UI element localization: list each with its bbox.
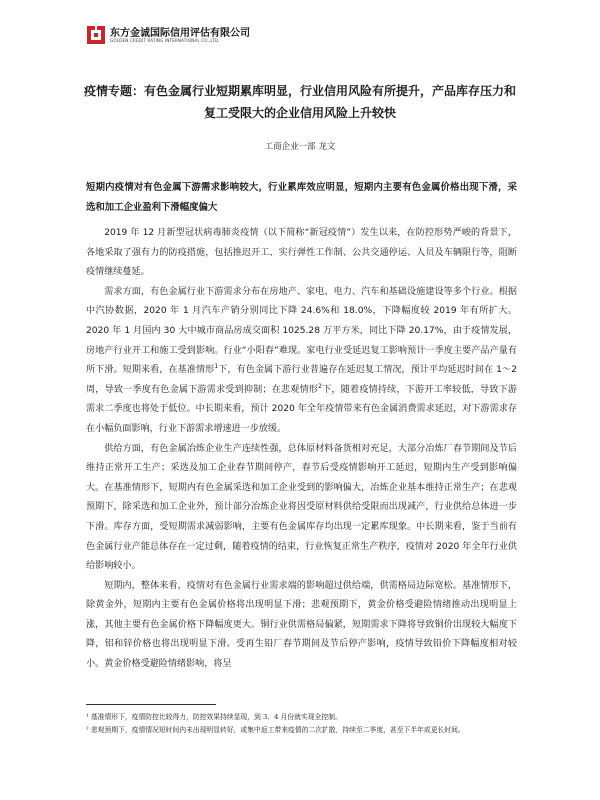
brand-name-en: GOLDEN CREDIT RATING INTERNATIONAL CO.,LTD. xyxy=(110,38,220,43)
paragraph-background: 2019 年 12 月新型冠状病毒肺炎疫情（以下简称“新冠疫情”）发生以来，在防控形势严峻的背景下，各地采取了强有力的防疫措施，包括推迟开工、实行弹性工作制、公共交通停运、人员及车辆限行等，阻断疫情继续蔓延。 xyxy=(86,228,517,278)
summary-heading: 短期内疫情对有色金属下游需求影响较大，行业累库效应明显，短期内主要有色金属价格出现下滑，采选和加工企业盈利下滑幅度偏大 xyxy=(86,182,517,213)
footnote-ref-2[interactable]: 2 xyxy=(318,382,322,390)
footnotes xyxy=(86,711,517,737)
footnote-2: ² 悲观预期下，疫情情况短时间内未出现明显转好，或集中返工带来疫情的二次扩散，持续至二季度，甚至下半年或更长时间。 xyxy=(86,726,465,734)
paragraph-supply: 供给方面，有色金属冶炼企业生产连续性强，总体原材料备货相对充足，大部分冶炼厂春节期间及节后维持正常开工生产；采选及加工企业春节期间停产，春节后受疫情影响开工延迟，短期内生产受到影响偏大。在基准情形下，短期内有色金属采选和加工企业受到的影响偏大，冶炼企业基本维持正常生产；在悲观预期下，除采选和加工企业外，预计部分冶炼企业将因受原材料供给受限而出现减产，行业供给总体进一步下滑。库存方面，受短期需求减弱影响，主要有色金属库存均出现一定累库现象。中长期来看，鉴于当前有色金属行业产能总体存在一定过剩，随着疫情的结束，行业恢复正常生产秩序，疫情对 2020 年全年行业供给影响较小。 xyxy=(86,443,517,572)
report-author: 工商企业一部 龙文 xyxy=(264,142,336,152)
paragraph-demand-text-3: 下，随着疫情持续，下游开工率较低，导致下游需求二季度也将处于低位。中长期来看，预计 2020 年全年疫情带来有色金属消费需求延迟，对下游需求存在小幅负面影响，行业下游需求增速进一步放缓。 xyxy=(86,384,517,434)
paragraph-demand-text: 需求方面，有色金属行业下游需求分布在房地产、家电、电力、汽车和基础设施建设等多个行业。根据中汽协数据，2020 年 1 月汽车产销分别同比下降 24.6%和 18.0%，下降幅度较 2019 年有所扩大。2020 年 1 月国内 30 大中城市商品房成交面积 1025.28 万平方米，同比下降 20.17%，由于疫情发展，房地产行业开工和施工受到影响。行业“小阳春”难现。家电行业受延迟复工影响预计一季度主要产品产量有所下滑。短期来看，在基准情形 xyxy=(86,286,517,376)
paragraph-short-term: 短期内，整体来看，疫情对有色金属行业需求端的影响超过供给端，供需格局边际宽松。基准情形下，除黄金外，短期内主要有色金属价格将出现明显下滑；悲观预期下，黄金价格受避险情绪推动出现明显上涨，其他主要有色金属价格下降幅度更大。铜行业供需格局偏紧，短期需求下降将导致铜价出现较大幅度下降，铝和锌价格也将出现明显下滑。受再生铅厂春节期间及节后停产影响，疫情导致铅价下降幅度相对较小。黄金价格受避险情绪影响，将呈 xyxy=(86,580,517,670)
company-logo-icon xyxy=(86,25,106,45)
footnote-ref-1[interactable]: 1 xyxy=(214,363,219,371)
report-title: 疫情专题：有色金属行业短期累库明显，行业信用风险有所提升，产品库存压力和复工受限大的企业信用风险上升较快 xyxy=(84,84,517,120)
brand-name: 东方金诚国际信用评估有限公司 xyxy=(110,28,250,39)
paragraph-demand xyxy=(86,283,517,440)
footnote-1: ¹ 基准情形下，疫情防控比较得力，防控效果持续显现，到 3、4 月份就实现全控制。 xyxy=(86,713,342,721)
paragraph-demand-text-2: 下，有色金属下游行业普遍存在延迟复工情况，预计平均延迟时间在 1～2 周，导致一季度有色金属下游需求受到抑制；在悲观情形 xyxy=(86,365,517,395)
page-header xyxy=(86,24,286,50)
footnote-divider xyxy=(86,704,216,705)
report-body xyxy=(86,224,517,675)
